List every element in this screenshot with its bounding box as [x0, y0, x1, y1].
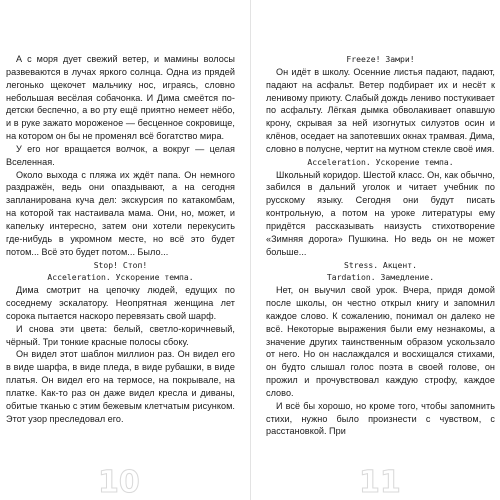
paragraph: Он идёт в школу. Осенние листья падают, падают, падают на асфальт. Ветер подбирает их и несёт к ленивому приюту. Слабый дождь лениво постукивает по асфальту. Лёгкая дымка обволакивает опавшую крону, скрывая за ней изогнутых силуэтов осин и клёнов, оседает на запотевших окнах трамвая. Дима, словно в полусне, чертит на мутном стекле своё имя. — [266, 66, 495, 154]
page-number: 11 — [359, 465, 401, 500]
tempo-marking: Freeze! Замри! — [346, 54, 415, 64]
tempo-marking: Stop! Стоп! — [93, 259, 148, 270]
right-page — [266, 53, 495, 500]
paragraph: Дима смотрит на цепочку людей, едущих по соседнему эскалатору. Неопрятная женщина лет сорока пытается наскоро перевязать свой шарф. — [6, 285, 235, 321]
left-page — [6, 53, 235, 500]
left-page-text — [6, 53, 235, 425]
paragraph: Школьный коридор. Шестой класс. Он, как обычно, забился в дальний уголок и читает учебник по русскому языку. Сегодня они будут писать контрольную, а потом на уроке литературы ему придётся рассказывать наизусть стихотворение «Зимняя дорога» Пушкина. Но ведь он не может больше... — [266, 169, 495, 257]
paragraph: И всё бы хорошо, но кроме того, чтобы запомнить стихи, нужно было произнести с чувством, с расстановкой. При — [266, 400, 495, 437]
paragraph: А с моря дует свежий ветер, и мамины волосы развеваются в лучах яркого солнца. Одна из прядей легонько щекочет мальчику нос, играясь, словно небольшая весёлая собачонка. И Дима смеётся по-детски беспечно, а во рту ещё приятно немеет нёбо, и в руке зажато мороженое — бесценное сокровище, на котором он бы не променял всё богатство мира. — [6, 54, 235, 142]
tempo-marking: Stress. Акцент. — [343, 259, 418, 270]
tempo-marking: Acceleration. Ускорение темпа. — [47, 272, 194, 283]
paragraph: У его ног вращается волчок, а вокруг — целая Вселенная. — [6, 143, 235, 167]
tempo-marking: Tardation. Замедление. — [326, 272, 435, 283]
paragraph: Нет, он выучил свой урок. Вчера, придя домой после школы, он честно открыл книгу и запомнил каждое слово. К сожалению, понимал он далеко не всё. Некоторые выражения были ему незнакомы, а значение других таинственным образом ускользало от него. Но он наслаждался и восхищался стихами, он будто слышал голос поэта в своей голове, он прожил и прочувствовал каждую строфу, каждое слово. — [266, 285, 495, 398]
page-number: 10 — [98, 465, 140, 500]
paragraph: Около выхода с пляжа их ждёт папа. Он немного раздражён, ведь они опаздывают, а на сегодня запланирована куча дел: экскурсия по катакомбам, на которой так настаивала мама. Они, но, может, и капельку интересно, затем они хотели перекусить где-нибудь в укромном месте, но всё это будет потом... Всё это будет потом... Было... — [6, 169, 235, 257]
right-page-text — [266, 53, 495, 438]
tempo-marking: Acceleration. Ускорение темпа. — [307, 156, 454, 167]
paragraph: И снова эти цвета: белый, светло-коричневый, чёрный. Три тонкие красные полосы сбоку. — [6, 323, 235, 347]
book-spine — [250, 0, 251, 500]
paragraph: Он видел этот шаблон миллион раз. Он видел его в виде шарфа, в виде пледа, в виде рубашки, в виде платья. Он видел его на термосе, на покрывале, на платке. Как-то раз он даже видел кресла и диваны, обитые тканью с этим бежевым клетчатым рисунком. Этот узор преследовал его. — [6, 349, 235, 424]
